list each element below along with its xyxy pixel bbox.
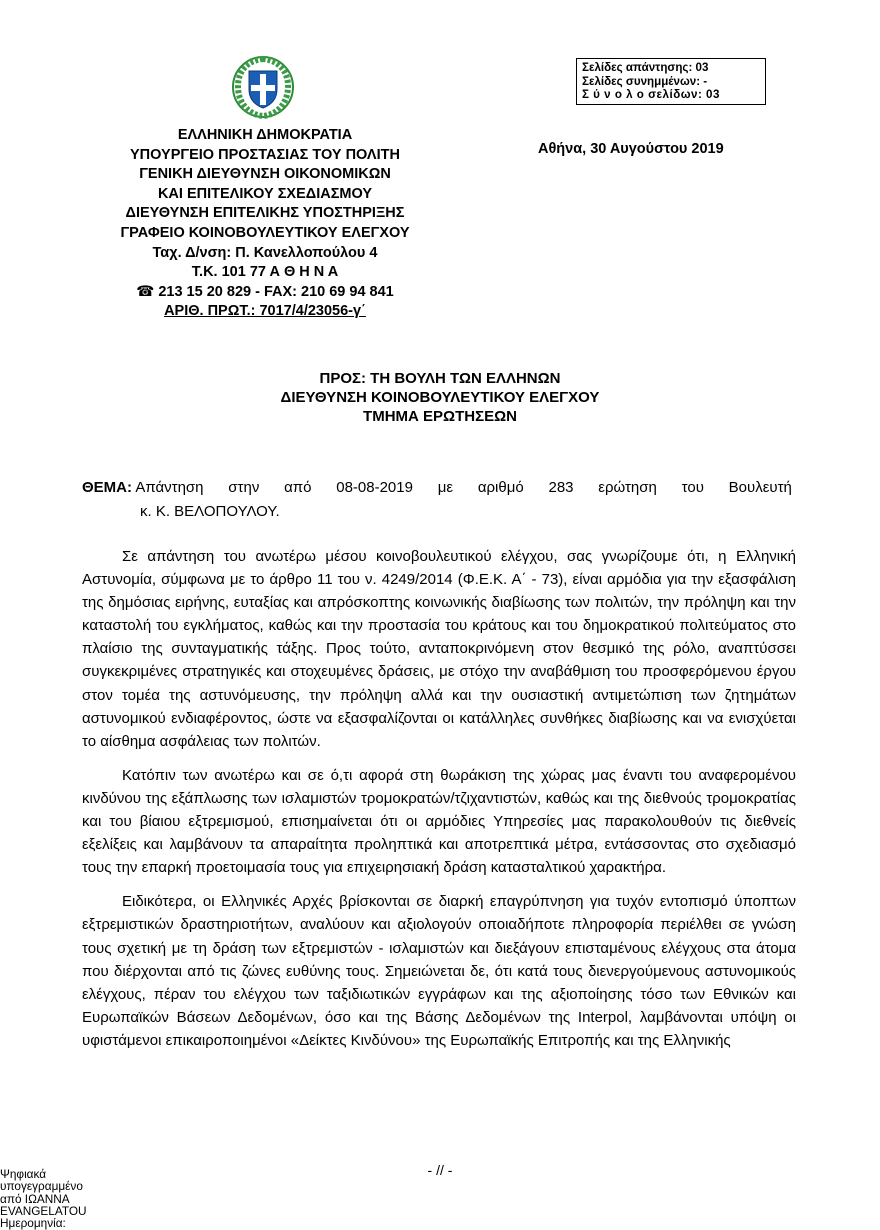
attached-pages: Σελίδες συνημμένων: - — [582, 74, 708, 88]
body-paragraph: Κατόπιν των ανωτέρω και σε ό,τι αφορά στη θωράκιση της χώρας μας έναντι του αναφερομένου κινδύνου της εξάπλωσης των ισλαμιστών τρομοκρατών/τζιχαντιστών, καθώς και της διεθνούς τρομοκρατίας και του βίαιου εξτρεμισμού, επισημαίνεται ότι οι αρμόδιες Υπηρεσίες μας παρακολουθούν τις διεθνείς εξελίξεις και λαμβάνουν τα απαραίτητα προληπτικά και αποτρεπτικά μέτρα, εντάσσοντας στο σχεδιασμό τους την επαρκή προετοιμασία τους για επιχειρησιακή δράση κατασταλτικού χαρακτήρα. — [82, 766, 796, 877]
postal-code-line: Τ.Κ. 101 77 Α Θ Η Ν Α — [191, 264, 339, 281]
subject-word: του — [681, 479, 704, 496]
digital-signature-stamp — [0, 1168, 87, 1229]
recipient-block — [180, 369, 700, 426]
subject-word: ερώτηση — [598, 479, 657, 496]
signature-line: EVANGELATOU — [0, 1203, 87, 1218]
body-paragraph: Σε απάντηση του ανωτέρω μέσου κοινοβουλευτικού ελέγχου, σας γνωρίζουμε ότι, η Ελληνική Αστυνομία, σύμφωνα με το άρθρο 11 του ν. 4249/2014 (Φ.Ε.Κ. Α΄ - 73), είναι αρμόδια για την εξασφάλιση της δημόσιας ειρήνης, ευταξίας και απρόσκοπτης κοινωνικής διαβίωσης των πολιτών, την πρόληψη και την καταστολή του εγκλήματος, καθώς και την προστασία του κράτους και του δημοκρατικού πολιτεύματος στο πλαίσιο της συνταγματικής τάξης. Προς τούτο, ανταποκρινόμενη στον θεσμικό της ρόλο, αναπτύσσει συγκεκριμένες στρατηγικές και στοχευμένες δράσεις, με στόχο την αναβάθμιση του προσφερόμενου έργου στον τομέα της αστυνόμευσης, την πρόληψη αλλά και την ουσιαστική αντιμετώπιση των ζητημάτων αστυνομικού ενδιαφέροντος, ώστε να εξασφαλίζονται οι κατάλληλες συνθήκες διαβίωσης και να ενισχύεται το αίσθημα ασφάλειας των πολιτών. — [82, 548, 796, 750]
phone-fax-line: ☎ 213 15 20 829 - FAX: 210 69 94 841 — [136, 283, 394, 300]
authority-line: ΕΛΛΗΝΙΚΗ ΔΗΜΟΚΡΑΤΙΑ — [177, 127, 353, 143]
subject-block — [82, 476, 792, 524]
recipient-line: ΤΜΗΜΑ ΕΡΩΤΗΣΕΩΝ — [363, 408, 517, 425]
document-date: Αθήνα, 30 Αυγούστου 2019 — [538, 141, 724, 157]
subject-label: ΘΕΜΑ: — [82, 479, 132, 496]
subject-continuation: κ. Κ. ΒΕΛΟΠΟΥΛΟΥ. — [140, 503, 280, 520]
authority-line: ΥΠΟΥΡΓΕΙΟ ΠΡΟΣΤΑΣΙΑΣ ΤΟΥ ΠΟΛΙΤΗ — [130, 146, 400, 163]
subject-word: με — [437, 479, 454, 496]
signature-line: Ψηφιακά — [0, 1167, 47, 1181]
protocol-number: ΑΡΙΘ. ΠΡΩΤ.: 7017/4/23056-γ΄ — [164, 303, 366, 320]
total-pages: Σ ύ ν ο λ ο σελίδων: 03 — [582, 88, 720, 101]
subject-first-line — [82, 476, 792, 500]
subject-word: 08-08-2019 — [336, 479, 413, 496]
subject-word: 283 — [548, 479, 574, 496]
authority-line: ΓΡΑΦΕΙΟ ΚΟΙΝΟΒΟΥΛΕΥΤΙΚΟΥ ΕΛΕΓΧΟΥ — [120, 224, 410, 241]
authority-line: ΓΕΝΙΚΗ ΔΙΕΥΘΥΝΣΗ ΟΙΚΟΝΟΜΙΚΩΝ — [139, 166, 391, 183]
document-body — [82, 545, 796, 1063]
address-line: Ταχ. Δ/νση: Π. Κανελλοπούλου 4 — [152, 244, 378, 261]
page-count-box — [576, 58, 766, 105]
recipient-line: ΠΡΟΣ: ΤΗ ΒΟΥΛΗ ΤΩΝ ΕΛΛΗΝΩΝ — [319, 370, 561, 387]
subject-word: αριθμό — [477, 479, 524, 496]
signature-line: υπογεγραμμένο — [0, 1179, 83, 1194]
subject-word: από — [284, 479, 312, 496]
body-paragraph: Ειδικότερα, οι Ελληνικές Αρχές βρίσκονται σε διαρκή επαγρύπνηση για τυχόν εντοπισμό ύποπτων εξτρεμιστικών δραστηριοτήτων, αναλύουν και αξιολογούν οποιαδήποτε πληροφορία περιέλθει σε γνώση τους σχετική με τη δράση των εξτρεμιστών - ισλαμιστών και διεξάγουν επισταμένους ελέγχους στα άτομα που διέρχονται από τις ζώνες ευθύνης τους. Σημειώνεται δε, ότι κατά τους διενεργούμενους αστυνομικούς ελέγχους, πέραν του ελέγχου των ταξιδιωτικών εγγράφων και της αξιοποίησης τόσο των Εθνικών και Ευρωπαϊκών Βάσεων Δεδομένων, όσο και της Βάσης Δεδομένων της Interpol, λαμβάνονται υπόψη οι υφιστάμενοι επικαιροποιημένοι «Δείκτες Κινδύνου» της Ευρωπαϊκής Επιτροπής και της Ελληνικής — [82, 893, 796, 1049]
signature-line: Ημερομηνία: — [0, 1216, 66, 1230]
recipient-line: ΔΙΕΥΘΥΝΣΗ ΚΟΙΝΟΒΟΥΛΕΥΤΙΚΟΥ ΕΛΕΓΧΟΥ — [280, 389, 600, 406]
authority-line: ΚΑΙ ΕΠΙΤΕΛΙΚΟΥ ΣΧΕΔΙΑΣΜΟΥ — [157, 185, 373, 202]
authority-line: ΔΙΕΥΘΥΝΣΗ ΕΠΙΤΕΛΙΚΗΣ ΥΠΟΣΤΗΡΙΞΗΣ — [125, 205, 405, 222]
greek-coat-of-arms-icon — [231, 55, 295, 119]
subject-word: στην — [228, 479, 260, 496]
page-number: - // - — [427, 1162, 453, 1178]
reply-pages: Σελίδες απάντησης: 03 — [582, 61, 709, 74]
subject-word: Βουλευτή — [728, 479, 792, 496]
subject-word: Απάντηση — [135, 479, 204, 496]
signature-line: από ΙΩΑΝΝΑ — [0, 1191, 70, 1206]
issuing-authority-block — [60, 126, 470, 322]
